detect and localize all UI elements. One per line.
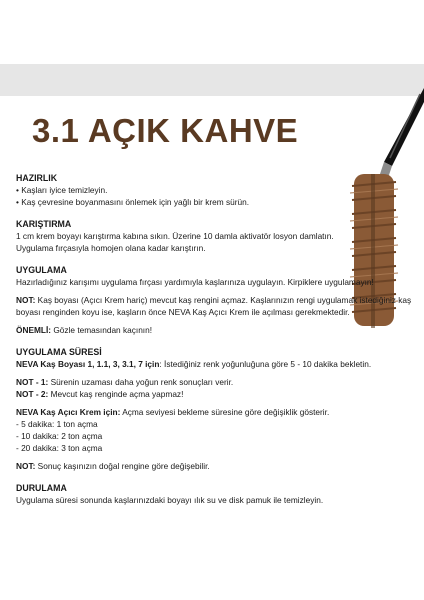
hazirlik-line-1: • Kaşları iyice temizleyin. [16, 185, 108, 195]
hazirlik-line-2: • Kaş çevresine boyanmasını önlemek için yağlı bir krem sürün. [16, 197, 250, 207]
not2-text: Mevcut kaş renginde açma yapmaz! [48, 389, 184, 399]
note-label: NOT: [16, 295, 36, 305]
instructions [16, 172, 416, 506]
uygulama-text: Hazırladığınız karışımı uygulama fırçası yardımıyla kaşlarınıza uygulayın. Kirpiklere uygulamayın! [16, 277, 374, 287]
section-heading-karistirma: KARIŞTIRMA [16, 219, 72, 229]
not-text: Sonuç kaşınızın doğal rengine göre değişebilir. [35, 461, 210, 471]
warning-label: ÖNEMLİ: [16, 325, 52, 335]
sure-step-3: - 20 dakika: 3 ton açma [16, 443, 103, 453]
uygulama-note [16, 294, 416, 318]
section-heading-sure: UYGULAMA SÜRESİ [16, 347, 102, 357]
sure-not-1 [16, 376, 416, 388]
boya-text: : İstediğiniz renk yoğunluğuna göre 5 - 10 dakika bekletin. [159, 359, 372, 369]
sure-step-1: - 5 dakika: 1 ton açma [16, 419, 98, 429]
not1-label: NOT - 1: [16, 377, 49, 387]
acici-text: Açma seviyesi bekleme süresine göre değişiklik gösterir. [120, 407, 330, 417]
sure-acici [16, 406, 416, 418]
section-heading-uygulama: UYGULAMA [16, 265, 67, 275]
sure-not-2 [16, 388, 416, 400]
not2-label: NOT - 2: [16, 389, 49, 399]
section-heading-durulama: DURULAMA [16, 483, 67, 493]
note-text: Kaş boyası (Açıcı Krem hariç) mevcut kaş rengini açmaz. Kaşlarınızın rengi uygulamak istediğiniz kaş boyası renginden koyu ise, kaşların önce NEVA Kaş Açıcı Krem ile açılması gerekmektedir. [16, 295, 412, 317]
sure-step-2: - 10 dakika: 2 ton açma [16, 431, 103, 441]
sure-not [16, 460, 416, 472]
not-label: NOT: [16, 461, 36, 471]
uygulama-warning [16, 324, 416, 336]
durulama-text: Uygulama süresi sonunda kaşlarınızdaki boyayı ılık su ve disk pamuk ile temizleyin. [16, 495, 324, 505]
karistirma-line-2: Uygulama fırçasıyla homojen olana kadar karıştırın. [16, 243, 206, 253]
warning-text: Gözle temasından kaçının! [51, 325, 153, 335]
page-title: 3.1 AÇIK KAHVE [32, 112, 299, 149]
section-heading-hazirlik: HAZIRLIK [16, 173, 58, 183]
not1-text: Sürenin uzaması daha yoğun renk sonuçları verir. [48, 377, 234, 387]
boya-label: NEVA Kaş Boyası 1, 1.1, 3, 3.1, 7 için [16, 359, 160, 369]
acici-label: NEVA Kaş Açıcı Krem için: [16, 407, 121, 417]
sure-boya [16, 358, 416, 370]
karistirma-line-1: 1 cm krem boyayı karıştırma kabına sıkın. Üzerine 10 damla aktivatör losyon damlatın. [16, 231, 334, 241]
